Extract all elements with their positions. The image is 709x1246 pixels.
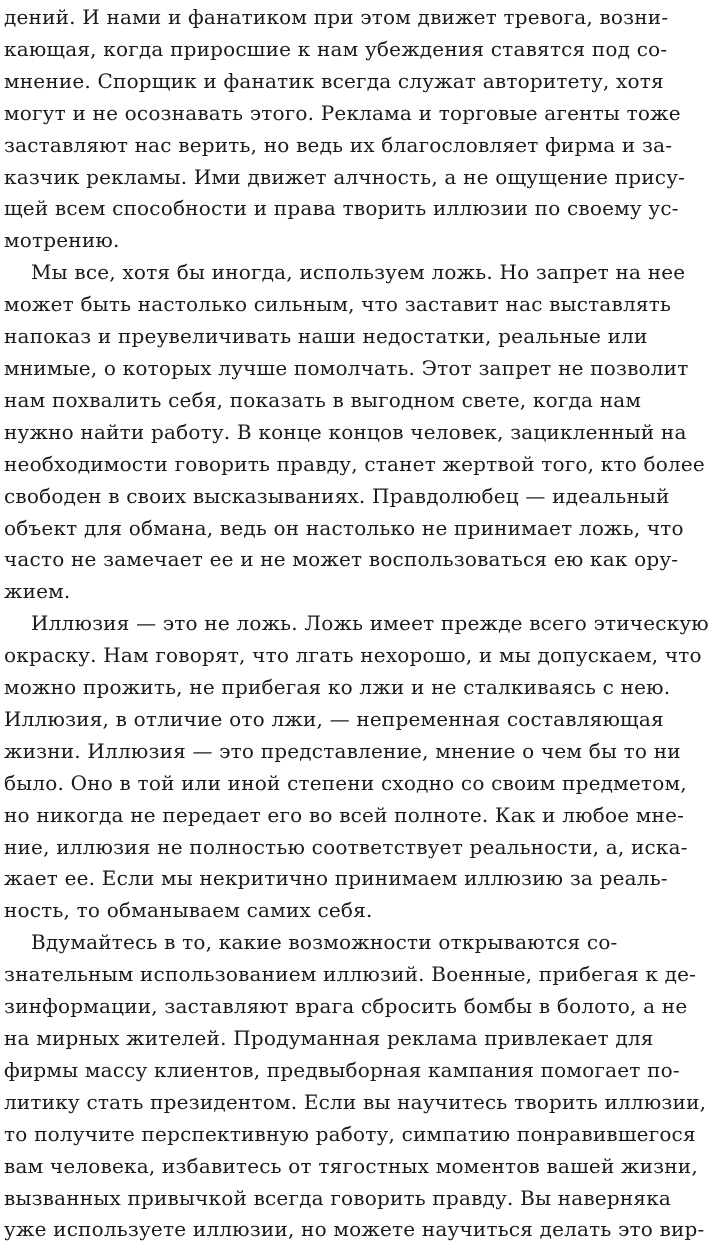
paragraph <box>4 927 707 1246</box>
text-line: казчик рекламы. Ими движет алчность, а не ощущение прису- <box>4 164 686 189</box>
text-line: жает ее. Если мы некритично принимаем иллюзию за реаль- <box>4 866 668 891</box>
text-line: литику стать президентом. Если вы научитесь творить иллюзии, <box>4 1089 707 1114</box>
text-line: объект для обмана, ведь он настолько не принимает ложь, что <box>4 515 684 540</box>
text-line: свободен в своих высказываниях. Правдолюбец — идеальный <box>4 483 670 508</box>
text-line: вызванных привычкой всегда говорить правду. Вы наверняка <box>4 1185 672 1210</box>
text-line: нужно найти работу. В конце концов человек, зацикленный на <box>4 419 687 444</box>
text-line: знательным использованием иллюзий. Военные, прибегая к де- <box>4 962 697 987</box>
text-line: окраску. Нам говорят, что лгать нехорошо, и мы допускаем, что <box>4 643 702 668</box>
text-line: часто не замечает ее и не может воспользоваться ею как ору- <box>4 547 679 572</box>
paragraph <box>4 257 705 608</box>
text-line: на мирных жителей. Продуманная реклама привлекает для <box>4 1026 654 1050</box>
text-line: мнение. Спорщик и фанатик всегда служат авторитету, хотя <box>4 68 664 93</box>
text-line: Вдумайтесь в то, какие возможности открываются со- <box>31 930 618 955</box>
text-line: было. Оно в той или иной степени сходно со своим предметом, <box>4 770 687 795</box>
paragraph <box>4 2 686 257</box>
text-line: Иллюзия — это не ложь. Ложь имеет прежде всего этическую <box>31 611 709 636</box>
text-line: вам человека, избавитесь от тягостных моментов вашей жизни, <box>4 1153 698 1178</box>
text-line: зинформации, заставляют врага сбросить бомбы в болото, а не <box>4 994 688 1019</box>
text-line: Иллюзия, в отличие ото лжи, — непременная составляющая <box>4 706 664 731</box>
text-line: жизни. Иллюзия — это представление, мнение о чем бы то ни <box>4 738 681 763</box>
text-line: мотрению. <box>4 228 120 253</box>
text-line: могут и не осознавать этого. Реклама и торговые агенты тоже <box>4 100 681 125</box>
text-line: мнимые, о которых лучше помолчать. Этот запрет не позволит <box>4 355 689 380</box>
text-line: кающая, когда приросшие к нам убеждения ставятся под со- <box>4 36 668 61</box>
text-line: может быть настолько сильным, что заставит нас выставлять <box>4 292 672 317</box>
paragraph <box>4 608 709 927</box>
text-line: необходимости говорить правду, станет жертвой того, кто более <box>4 451 705 476</box>
text-line: дений. И нами и фанатиком при этом движет тревога, возни- <box>4 5 669 29</box>
text-line: щей всем способности и права творить иллюзии по своему ус- <box>4 196 679 221</box>
text-line: заставляют нас верить, но ведь их благословляет фирма и за- <box>4 132 673 157</box>
text-line: ность, то обманываем самих себя. <box>4 898 373 923</box>
text-line: ние, иллюзия не полностью соответствует реальности, а, иска- <box>4 834 688 859</box>
text-line: жием. <box>4 579 71 604</box>
text-line: нам похвалить себя, показать в выгодном свете, когда нам <box>4 387 642 412</box>
text-line: напоказ и преувеличивать наши недостатки, реальные или <box>4 324 648 349</box>
text-line: Мы все, хотя бы иногда, используем ложь. Но запрет на нее <box>31 260 686 285</box>
text-line: то получите перспективную работу, симпатию понравившегося <box>4 1121 696 1146</box>
page-text-body <box>4 2 709 1246</box>
text-line: уже используете иллюзии, но можете научиться делать это вир- <box>4 1217 705 1242</box>
text-line: но никогда не передает его во всей полноте. Как и любое мне- <box>4 802 685 827</box>
text-line: можно прожить, не прибегая ко лжи и не сталкиваясь с нею. <box>4 675 671 700</box>
text-line: фирмы массу клиентов, предвыборная кампания помогает по- <box>4 1057 680 1082</box>
